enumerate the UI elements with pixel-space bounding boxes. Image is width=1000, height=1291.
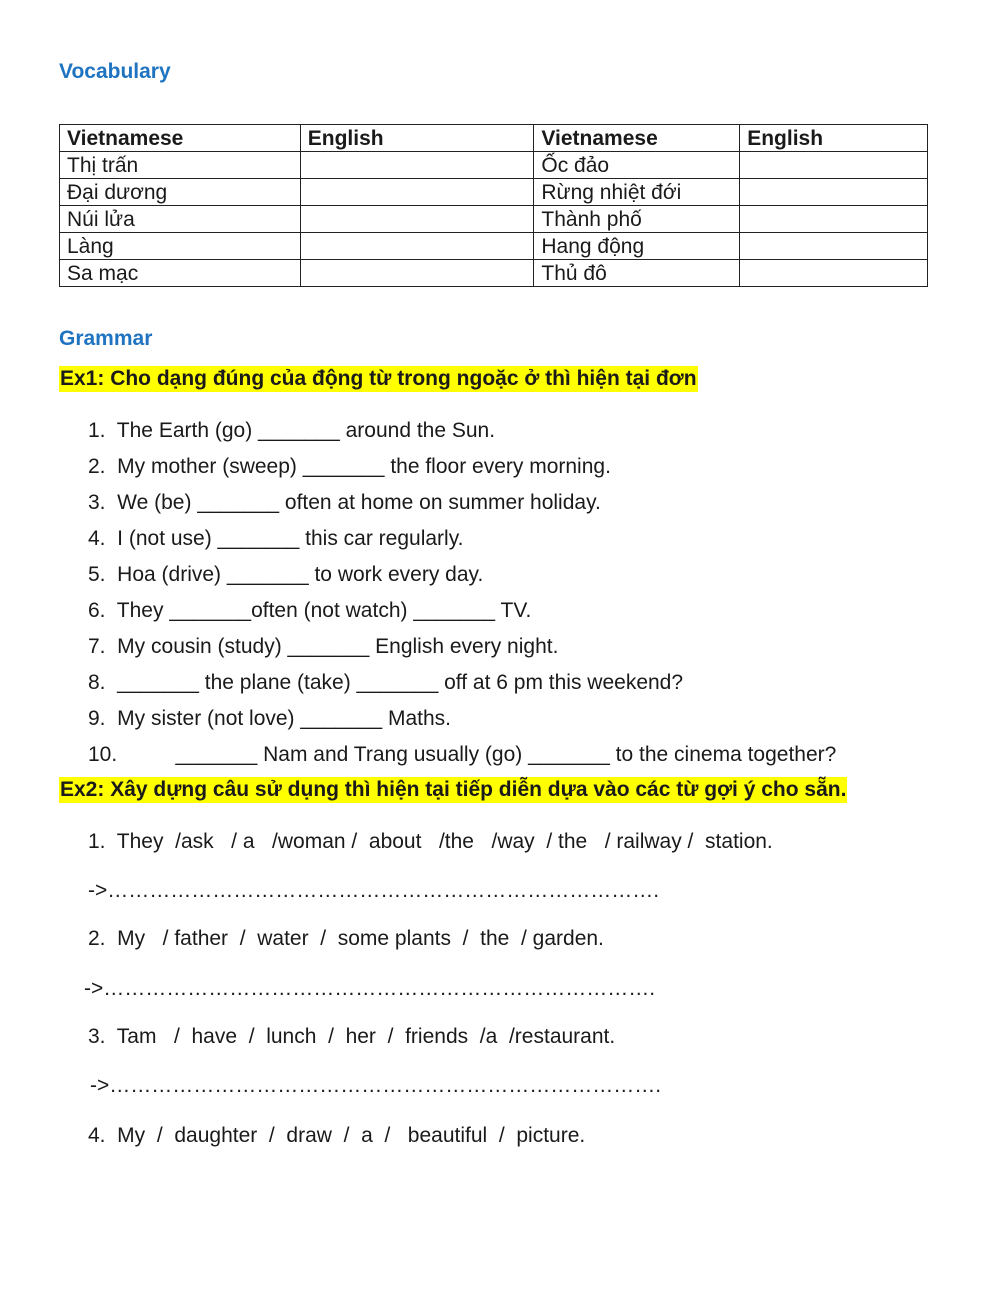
- column-header: English: [300, 125, 534, 152]
- ex1-item-9: 9. My sister (not love) _______ Maths.: [88, 707, 451, 730]
- ex2-answer-line-2[interactable]: ->…………………………………………………………………….: [84, 977, 656, 1000]
- english-answer-cell[interactable]: [300, 179, 534, 206]
- english-answer-cell[interactable]: [740, 152, 928, 179]
- column-header: English: [740, 125, 928, 152]
- table-row: [60, 260, 928, 287]
- ex1-item-4: 4. I (not use) _______ this car regularly.: [88, 527, 464, 550]
- vietnamese-word: Thành phố: [534, 206, 740, 233]
- english-answer-cell[interactable]: [300, 233, 534, 260]
- column-header: Vietnamese: [534, 125, 740, 152]
- exercise-1-title: Ex1: Cho dạng đúng của động từ trong ngoặc ở thì hiện tại đơn: [60, 367, 697, 390]
- table-row: [60, 233, 928, 260]
- english-answer-cell[interactable]: [300, 206, 534, 233]
- vietnamese-word: Hang động: [534, 233, 740, 260]
- ex2-item-2: 2. My / father / water / some plants / the / garden.: [88, 927, 604, 950]
- grammar-heading: Grammar: [59, 327, 153, 350]
- ex2-item-1: 1. They /ask / a /woman / about /the /way / the / railway / station.: [88, 830, 773, 853]
- table-row: [60, 206, 928, 233]
- english-answer-cell[interactable]: [300, 152, 534, 179]
- table-header-row: [60, 125, 928, 152]
- ex1-item-10: 10. _______ Nam and Trang usually (go) _______ to the cinema together?: [88, 743, 837, 766]
- vocabulary-heading: Vocabulary: [59, 60, 171, 83]
- vietnamese-word: Núi lửa: [60, 206, 301, 233]
- vietnamese-word: Làng: [60, 233, 301, 260]
- vietnamese-word: Rừng nhiệt đới: [534, 179, 740, 206]
- ex1-item-7: 7. My cousin (study) _______ English every night.: [88, 635, 559, 658]
- vocabulary-table: [59, 124, 928, 287]
- vietnamese-word: Sa mạc: [60, 260, 301, 287]
- ex1-item-2: 2. My mother (sweep) _______ the floor every morning.: [88, 455, 611, 478]
- column-header: Vietnamese: [60, 125, 301, 152]
- ex2-item-3: 3. Tam / have / lunch / her / friends /a /restaurant.: [88, 1025, 616, 1048]
- ex1-item-1: 1. The Earth (go) _______ around the Sun.: [88, 419, 496, 442]
- ex1-item-5: 5. Hoa (drive) _______ to work every day.: [88, 563, 484, 586]
- ex2-answer-line-3[interactable]: ->…………………………………………………………………….: [90, 1074, 662, 1097]
- vietnamese-word: Thủ đô: [534, 260, 740, 287]
- english-answer-cell[interactable]: [740, 233, 928, 260]
- ex1-item-8: 8. _______ the plane (take) _______ off at 6 pm this weekend?: [88, 671, 684, 694]
- english-answer-cell[interactable]: [740, 179, 928, 206]
- table-row: [60, 179, 928, 206]
- english-answer-cell[interactable]: [740, 206, 928, 233]
- table-row: [60, 152, 928, 179]
- ex1-item-6: 6. They _______often (not watch) _______ TV.: [88, 599, 532, 622]
- english-answer-cell[interactable]: [300, 260, 534, 287]
- vietnamese-word: Đại dương: [60, 179, 301, 206]
- ex2-answer-line-1[interactable]: ->…………………………………………………………………….: [88, 879, 660, 902]
- exercise-2-title: Ex2: Xây dựng câu sử dụng thì hiện tại tiếp diễn dựa vào các từ gợi ý cho sẵn.: [60, 778, 847, 801]
- ex2-item-4: 4. My / daughter / draw / a / beautiful / picture.: [88, 1124, 586, 1147]
- ex1-item-3: 3. We (be) _______ often at home on summer holiday.: [88, 491, 601, 514]
- vietnamese-word: Thị trấn: [60, 152, 301, 179]
- vietnamese-word: Ốc đảo: [534, 152, 740, 179]
- english-answer-cell[interactable]: [740, 260, 928, 287]
